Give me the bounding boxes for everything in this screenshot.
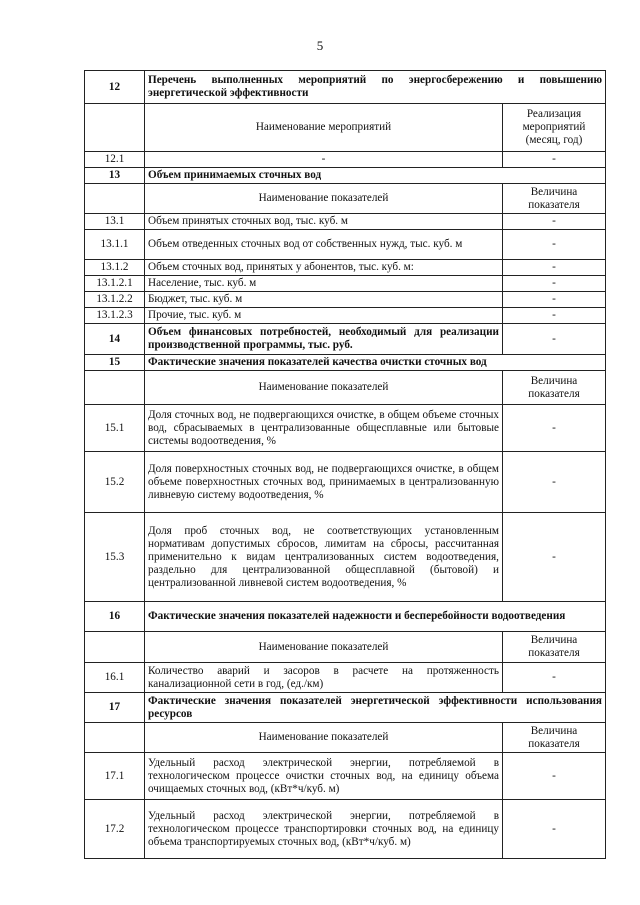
section-number: 14 — [85, 324, 145, 355]
indicator-name: Количество аварий и засоров в расчете на протяженность канализационной сети в год, (ед./км) — [145, 663, 503, 693]
table-body — [85, 71, 606, 859]
table-row — [85, 184, 606, 214]
report-table — [84, 70, 606, 859]
indicator-name: Объем принятых сточных вод, тыс. куб. м — [145, 214, 503, 230]
row-number: 13.1.1 — [85, 230, 145, 260]
row-number: 13.1 — [85, 214, 145, 230]
indicator-value: - — [502, 800, 605, 859]
indicator-name: Доля сточных вод, не подвергающихся очистке, в общем объеме сточных вод, сбрасываемых в централизованные общесплавные или бытовые системы водоотведения, % — [145, 405, 503, 452]
section-number: 16 — [85, 602, 145, 632]
table-row — [85, 168, 606, 184]
indicator-name: Объем сточных вод, принятых у абонентов, тыс. куб. м: — [145, 260, 503, 276]
row-number: 15.1 — [85, 405, 145, 452]
row-number: 17.1 — [85, 753, 145, 800]
section-title: Перечень выполненных мероприятий по энергосбережению и повышению энергетической эффективности — [145, 71, 606, 104]
indicator-value: - — [502, 260, 605, 276]
row-number-cell — [85, 632, 145, 663]
indicator-name: Объем отведенных сточных вод от собственных нужд, тыс. куб. м — [145, 230, 503, 260]
table-row — [85, 405, 606, 452]
section-title: Фактические значения показателей качества очистки сточных вод — [145, 355, 606, 371]
table-row — [85, 104, 606, 152]
column-header-value: Величина показателя — [502, 184, 605, 214]
row-number: 15.2 — [85, 452, 145, 513]
table-row — [85, 602, 606, 632]
table-row — [85, 632, 606, 663]
page-number: 5 — [316, 38, 324, 53]
table-row — [85, 260, 606, 276]
row-number-cell — [85, 723, 145, 753]
table-row — [85, 800, 606, 859]
row-number: 13.1.2 — [85, 260, 145, 276]
indicator-value: - — [502, 292, 605, 308]
column-header-name: Наименование показателей — [145, 632, 503, 663]
indicator-name: Население, тыс. куб. м — [145, 276, 503, 292]
column-header-value: Величина показателя — [502, 371, 605, 405]
row-number: 15.3 — [85, 513, 145, 602]
table-row — [85, 753, 606, 800]
table-row — [85, 723, 606, 753]
indicator-name: - — [145, 152, 503, 168]
table-row — [85, 276, 606, 292]
table-row — [85, 152, 606, 168]
section-number: 12 — [85, 71, 145, 104]
indicator-value: - — [502, 308, 605, 324]
section-title: Объем финансовых потребностей, необходимый для реализации производственной программы, тыс. руб. — [145, 324, 503, 355]
section-value: - — [502, 324, 605, 355]
indicator-name: Доля поверхностных сточных вод, не подвергающихся очистке, в общем объеме поверхностных сточных вод, принимаемых в централизованную ливневую систему водоотведения, % — [145, 452, 503, 513]
indicator-value: - — [502, 214, 605, 230]
indicator-value: - — [502, 405, 605, 452]
column-header-name: Наименование мероприятий — [145, 104, 503, 152]
section-number: 15 — [85, 355, 145, 371]
row-number-cell — [85, 104, 145, 152]
table-row — [85, 308, 606, 324]
row-number: 12.1 — [85, 152, 145, 168]
table-row — [85, 693, 606, 723]
column-header-name: Наименование показателей — [145, 184, 503, 214]
table-row — [85, 355, 606, 371]
row-number: 17.2 — [85, 800, 145, 859]
row-number: 13.1.2.1 — [85, 276, 145, 292]
table-row — [85, 230, 606, 260]
indicator-name: Удельный расход электрической энергии, потребляемой в технологическом процессе очистки сточных вод, на единицу объема очищаемых сточных вод, (кВт*ч/куб. м) — [145, 753, 503, 800]
section-number: 17 — [85, 693, 145, 723]
indicator-value: - — [502, 276, 605, 292]
row-number: 13.1.2.2 — [85, 292, 145, 308]
indicator-name: Доля проб сточных вод, не соответствующих установленным нормативам допустимых сбросов, лимитам на сбросы, рассчитанная применительно к видам централизованных систем водоотведения, раздельно для централизованной общесплавной (бытовой) и централизованной ливневой систем водоотведения, % — [145, 513, 503, 602]
section-title: Фактические значения показателей надежности и бесперебойности водоотведения — [145, 602, 606, 632]
section-title: Фактические значения показателей энергетической эффективности использования ресурсов — [145, 693, 606, 723]
table-row — [85, 292, 606, 308]
indicator-value: - — [502, 663, 605, 693]
table-row — [85, 71, 606, 104]
table-row — [85, 324, 606, 355]
indicator-value: - — [502, 753, 605, 800]
section-number: 13 — [85, 168, 145, 184]
row-number-cell — [85, 371, 145, 405]
row-number: 16.1 — [85, 663, 145, 693]
table-row — [85, 214, 606, 230]
indicator-name: Бюджет, тыс. куб. м — [145, 292, 503, 308]
indicator-value: - — [502, 230, 605, 260]
row-number-cell — [85, 184, 145, 214]
indicator-value: - — [502, 152, 605, 168]
column-header-value: Величина показателя — [502, 632, 605, 663]
indicator-value: - — [502, 452, 605, 513]
column-header-name: Наименование показателей — [145, 371, 503, 405]
table-row — [85, 513, 606, 602]
table-row — [85, 371, 606, 405]
row-number: 13.1.2.3 — [85, 308, 145, 324]
indicator-name: Удельный расход электрической энергии, потребляемой в технологическом процессе транспортировки сточных вод, на единицу объема транспортируемых сточных вод, (кВт*ч/куб. м) — [145, 800, 503, 859]
column-header-value: Величина показателя — [502, 723, 605, 753]
column-header-name: Наименование показателей — [145, 723, 503, 753]
indicator-name: Прочие, тыс. куб. м — [145, 308, 503, 324]
table-row — [85, 452, 606, 513]
indicator-value: - — [502, 513, 605, 602]
table-row — [85, 663, 606, 693]
section-title: Объем принимаемых сточных вод — [145, 168, 606, 184]
column-header-value: Реализация мероприятий (месяц, год) — [502, 104, 605, 152]
